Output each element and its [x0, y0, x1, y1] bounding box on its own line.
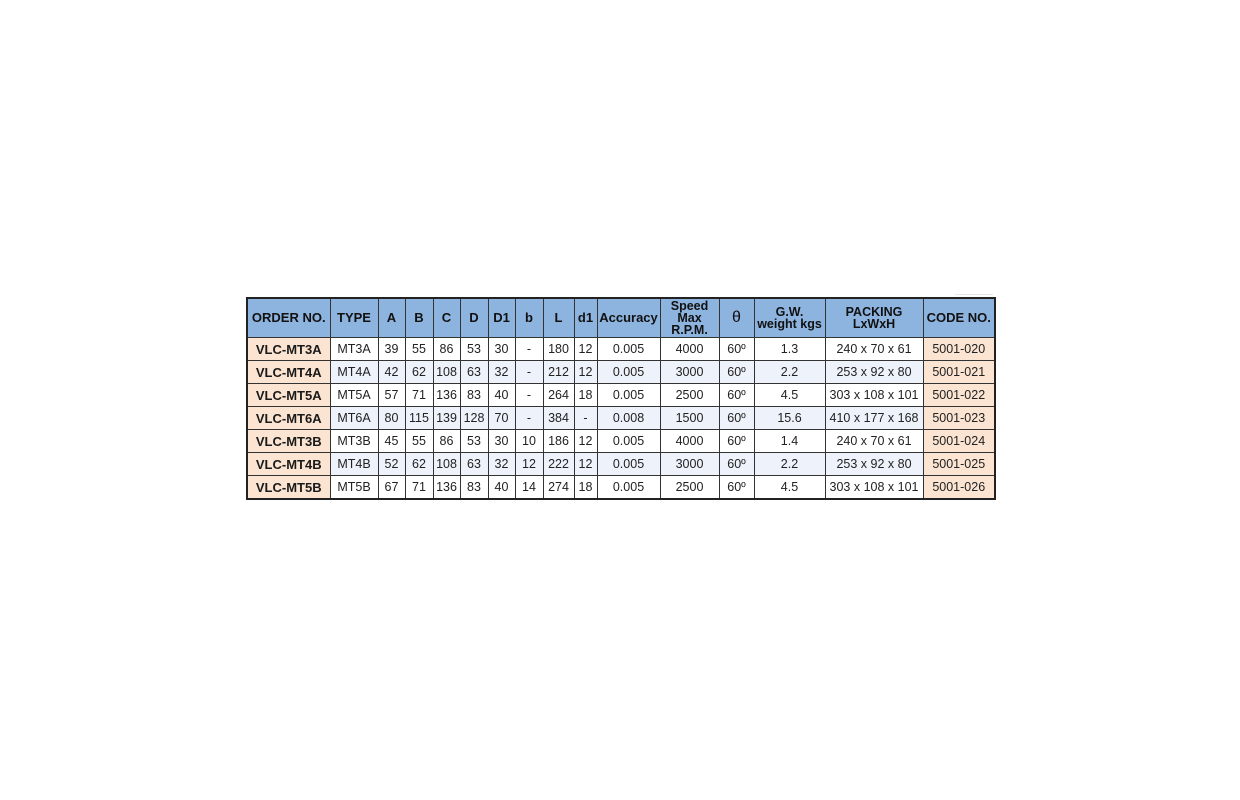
header-c: C: [433, 298, 460, 338]
theta-cell: 60º: [719, 430, 754, 453]
theta-cell: 60º: [719, 384, 754, 407]
header-a: A: [378, 298, 405, 338]
theta-cell: 60º: [719, 338, 754, 361]
header-speed-line-1: Speed: [670, 299, 709, 313]
d1-upper-cell: 40: [488, 384, 515, 407]
header-order-no: ORDER NO.: [247, 298, 330, 338]
header-packing-line-1: PACKING: [845, 305, 903, 319]
b-lower-cell: 10: [515, 430, 543, 453]
accuracy-cell: 0.005: [597, 361, 660, 384]
packing-cell: 303 x 108 x 101: [825, 476, 923, 500]
l-cell: 186: [543, 430, 574, 453]
d1-lower-cell: 18: [574, 384, 597, 407]
b-upper-cell: 115: [405, 407, 433, 430]
d1-upper-cell: 32: [488, 361, 515, 384]
order-no-cell: VLC-MT6A: [247, 407, 330, 430]
b-upper-cell: 71: [405, 384, 433, 407]
accuracy-cell: 0.005: [597, 476, 660, 500]
c-cell: 136: [433, 384, 460, 407]
a-cell: 52: [378, 453, 405, 476]
b-upper-cell: 62: [405, 361, 433, 384]
d1-upper-cell: 70: [488, 407, 515, 430]
header-packing-line-2: LxWxH: [852, 317, 896, 331]
header-l: L: [543, 298, 574, 338]
header-packing: [825, 298, 923, 338]
b-lower-cell: -: [515, 384, 543, 407]
d-cell: 63: [460, 361, 488, 384]
header-gw: [754, 298, 825, 338]
d1-lower-cell: 12: [574, 338, 597, 361]
packing-cell: 303 x 108 x 101: [825, 384, 923, 407]
type-cell: MT5B: [330, 476, 378, 500]
d1-upper-cell: 40: [488, 476, 515, 500]
type-cell: MT4A: [330, 361, 378, 384]
table-row: [247, 430, 995, 453]
a-cell: 67: [378, 476, 405, 500]
d-cell: 83: [460, 476, 488, 500]
d1-upper-cell: 32: [488, 453, 515, 476]
header-d1-lower: d1: [574, 298, 597, 338]
type-cell: MT5A: [330, 384, 378, 407]
d1-lower-cell: 12: [574, 453, 597, 476]
type-cell: MT6A: [330, 407, 378, 430]
order-no-cell: VLC-MT5A: [247, 384, 330, 407]
d1-lower-cell: 12: [574, 430, 597, 453]
c-cell: 139: [433, 407, 460, 430]
header-code-no: CODE NO.: [923, 298, 995, 338]
code-no-cell: 5001-024: [923, 430, 995, 453]
order-no-cell: VLC-MT3B: [247, 430, 330, 453]
packing-cell: 253 x 92 x 80: [825, 361, 923, 384]
d1-upper-cell: 30: [488, 338, 515, 361]
header-b-lower: b: [515, 298, 543, 338]
code-no-cell: 5001-026: [923, 476, 995, 500]
c-cell: 86: [433, 430, 460, 453]
a-cell: 57: [378, 384, 405, 407]
accuracy-cell: 0.005: [597, 453, 660, 476]
packing-cell: 253 x 92 x 80: [825, 453, 923, 476]
header-accuracy: Accuracy: [597, 298, 660, 338]
b-upper-cell: 62: [405, 453, 433, 476]
l-cell: 180: [543, 338, 574, 361]
table-body: [247, 338, 995, 500]
speed-cell: 2500: [660, 384, 719, 407]
header-speed: [660, 298, 719, 338]
header-d1-upper: D1: [488, 298, 515, 338]
packing-cell: 240 x 70 x 61: [825, 338, 923, 361]
table-row: [247, 407, 995, 430]
header-row: [247, 298, 995, 338]
theta-cell: 60º: [719, 453, 754, 476]
accuracy-cell: 0.005: [597, 384, 660, 407]
header-type: TYPE: [330, 298, 378, 338]
speed-cell: 4000: [660, 430, 719, 453]
l-cell: 212: [543, 361, 574, 384]
order-no-cell: VLC-MT5B: [247, 476, 330, 500]
c-cell: 86: [433, 338, 460, 361]
d-cell: 128: [460, 407, 488, 430]
header-speed-line-2: Max: [677, 311, 702, 325]
b-upper-cell: 55: [405, 338, 433, 361]
speed-cell: 3000: [660, 453, 719, 476]
d-cell: 63: [460, 453, 488, 476]
gw-cell: 4.5: [754, 384, 825, 407]
b-lower-cell: 14: [515, 476, 543, 500]
theta-cell: 60º: [719, 407, 754, 430]
header-gw-line-1: G.W.: [775, 305, 804, 319]
l-cell: 384: [543, 407, 574, 430]
packing-cell: 410 x 177 x 168: [825, 407, 923, 430]
a-cell: 39: [378, 338, 405, 361]
header-b-upper: B: [405, 298, 433, 338]
theta-cell: 60º: [719, 361, 754, 384]
d-cell: 83: [460, 384, 488, 407]
d1-lower-cell: -: [574, 407, 597, 430]
b-lower-cell: 12: [515, 453, 543, 476]
b-upper-cell: 55: [405, 430, 433, 453]
d1-lower-cell: 18: [574, 476, 597, 500]
gw-cell: 4.5: [754, 476, 825, 500]
d-cell: 53: [460, 338, 488, 361]
gw-cell: 15.6: [754, 407, 825, 430]
accuracy-cell: 0.005: [597, 430, 660, 453]
table-row: [247, 476, 995, 500]
table-row: [247, 338, 995, 361]
speed-cell: 4000: [660, 338, 719, 361]
l-cell: 274: [543, 476, 574, 500]
table-row: [247, 361, 995, 384]
header-theta: θ: [719, 298, 754, 338]
a-cell: 80: [378, 407, 405, 430]
code-no-cell: 5001-021: [923, 361, 995, 384]
b-lower-cell: -: [515, 361, 543, 384]
code-no-cell: 5001-020: [923, 338, 995, 361]
l-cell: 264: [543, 384, 574, 407]
type-cell: MT3B: [330, 430, 378, 453]
gw-cell: 2.2: [754, 361, 825, 384]
d-cell: 53: [460, 430, 488, 453]
order-no-cell: VLC-MT3A: [247, 338, 330, 361]
theta-cell: 60º: [719, 476, 754, 500]
order-no-cell: VLC-MT4A: [247, 361, 330, 384]
gw-cell: 1.3: [754, 338, 825, 361]
speed-cell: 1500: [660, 407, 719, 430]
gw-cell: 1.4: [754, 430, 825, 453]
d1-upper-cell: 30: [488, 430, 515, 453]
code-no-cell: 5001-023: [923, 407, 995, 430]
table-row: [247, 384, 995, 407]
d1-lower-cell: 12: [574, 361, 597, 384]
speed-cell: 2500: [660, 476, 719, 500]
speed-cell: 3000: [660, 361, 719, 384]
a-cell: 42: [378, 361, 405, 384]
l-cell: 222: [543, 453, 574, 476]
c-cell: 108: [433, 361, 460, 384]
b-upper-cell: 71: [405, 476, 433, 500]
a-cell: 45: [378, 430, 405, 453]
decorative-mark: [955, 294, 993, 295]
code-no-cell: 5001-022: [923, 384, 995, 407]
type-cell: MT4B: [330, 453, 378, 476]
packing-cell: 240 x 70 x 61: [825, 430, 923, 453]
c-cell: 108: [433, 453, 460, 476]
b-lower-cell: -: [515, 407, 543, 430]
b-lower-cell: -: [515, 338, 543, 361]
table-row: [247, 453, 995, 476]
header-gw-line-2: weight kgs: [757, 317, 822, 331]
code-no-cell: 5001-025: [923, 453, 995, 476]
c-cell: 136: [433, 476, 460, 500]
type-cell: MT3A: [330, 338, 378, 361]
order-no-cell: VLC-MT4B: [247, 453, 330, 476]
accuracy-cell: 0.008: [597, 407, 660, 430]
accuracy-cell: 0.005: [597, 338, 660, 361]
header-speed-line-3: R.P.M.: [671, 323, 708, 337]
spec-table: [246, 297, 996, 500]
gw-cell: 2.2: [754, 453, 825, 476]
header-d: D: [460, 298, 488, 338]
